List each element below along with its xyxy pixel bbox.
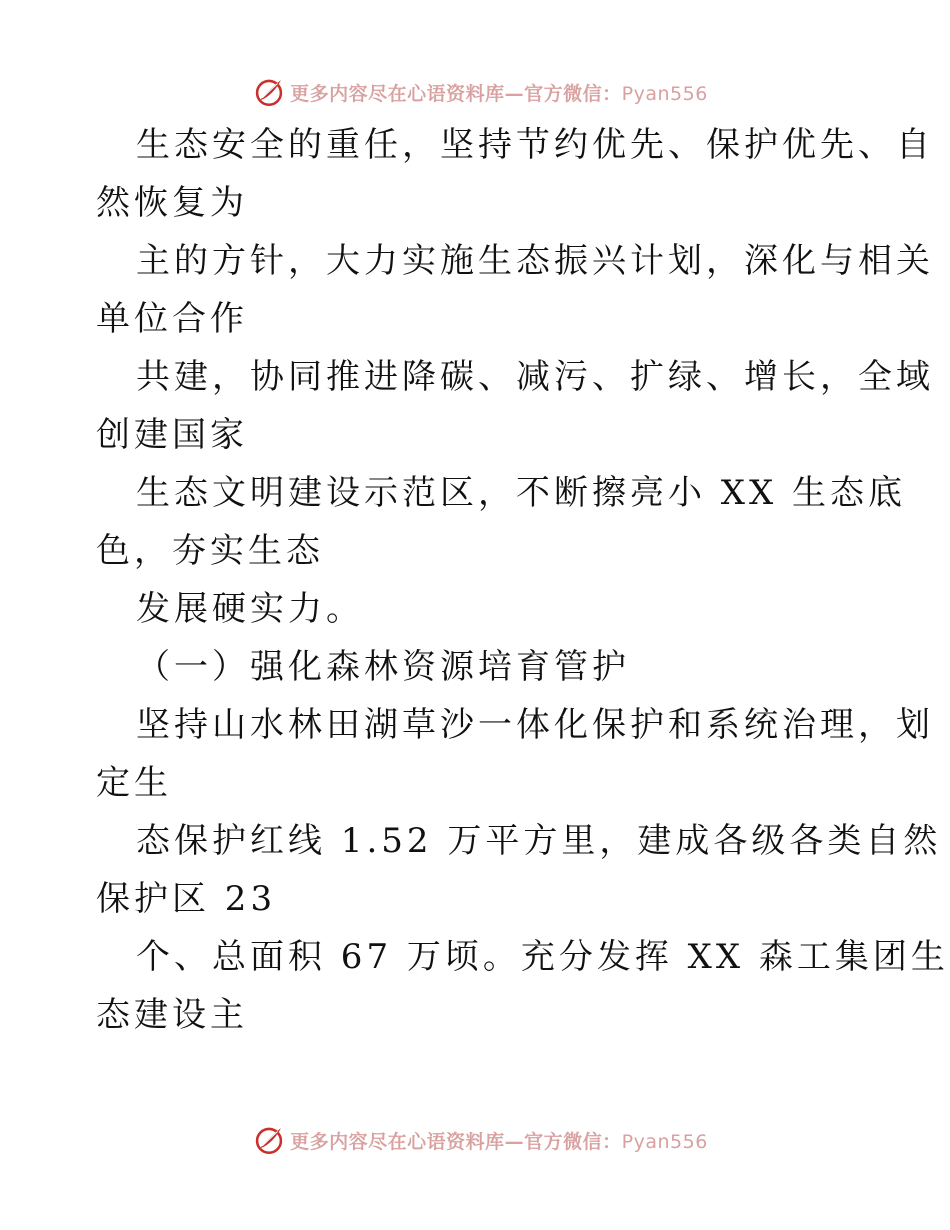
- paragraph-line: 创建国家: [96, 415, 248, 455]
- header-watermark: [0, 72, 950, 112]
- watermark-text: 更多内容尽在心语资料库—官方微信：Pyan556: [290, 1130, 708, 1153]
- paragraph-line: 个、总面积 67 万顷。充分发挥 XX 森工集团生: [136, 937, 949, 977]
- paragraph-line: 单位合作: [96, 299, 248, 339]
- feather-logo-icon: [252, 1123, 286, 1157]
- watermark-wechat-id: Pyan556: [621, 82, 708, 105]
- watermark-wechat-id: Pyan556: [621, 1130, 708, 1153]
- feather-logo-icon: [252, 75, 286, 109]
- paragraph-line: 定生: [96, 763, 172, 803]
- paragraph-line: 生态安全的重任，坚持节约优先、保护优先、自: [136, 125, 934, 165]
- paragraph-line: 生态文明建设示范区，不断擦亮小 XX 生态底: [136, 473, 907, 513]
- paragraph-line: 主的方针，大力实施生态振兴计划，深化与相关: [136, 241, 934, 281]
- paragraph-line: 色，夯实生态: [96, 531, 324, 571]
- paragraph-line: 保护区 23: [96, 879, 277, 919]
- paragraph-line: 坚持山水林田湖草沙一体化保护和系统治理，划: [136, 705, 934, 745]
- watermark-text: 更多内容尽在心语资料库—官方微信：Pyan556: [290, 82, 708, 105]
- paragraph-line: 共建，协同推进降碳、减污、扩绿、增长，全域: [136, 357, 934, 397]
- paragraph-line: 态保护红线 1.52 万平方里，建成各级各类自然: [136, 821, 942, 861]
- document-body: [96, 116, 949, 1044]
- section-heading: （一）强化森林资源培育管护: [136, 647, 630, 687]
- paragraph-line: 然恢复为: [96, 183, 248, 223]
- paragraph-line: 态建设主: [96, 995, 248, 1035]
- paragraph-line: 发展硬实力。: [136, 589, 364, 629]
- footer-watermark: [0, 1120, 950, 1160]
